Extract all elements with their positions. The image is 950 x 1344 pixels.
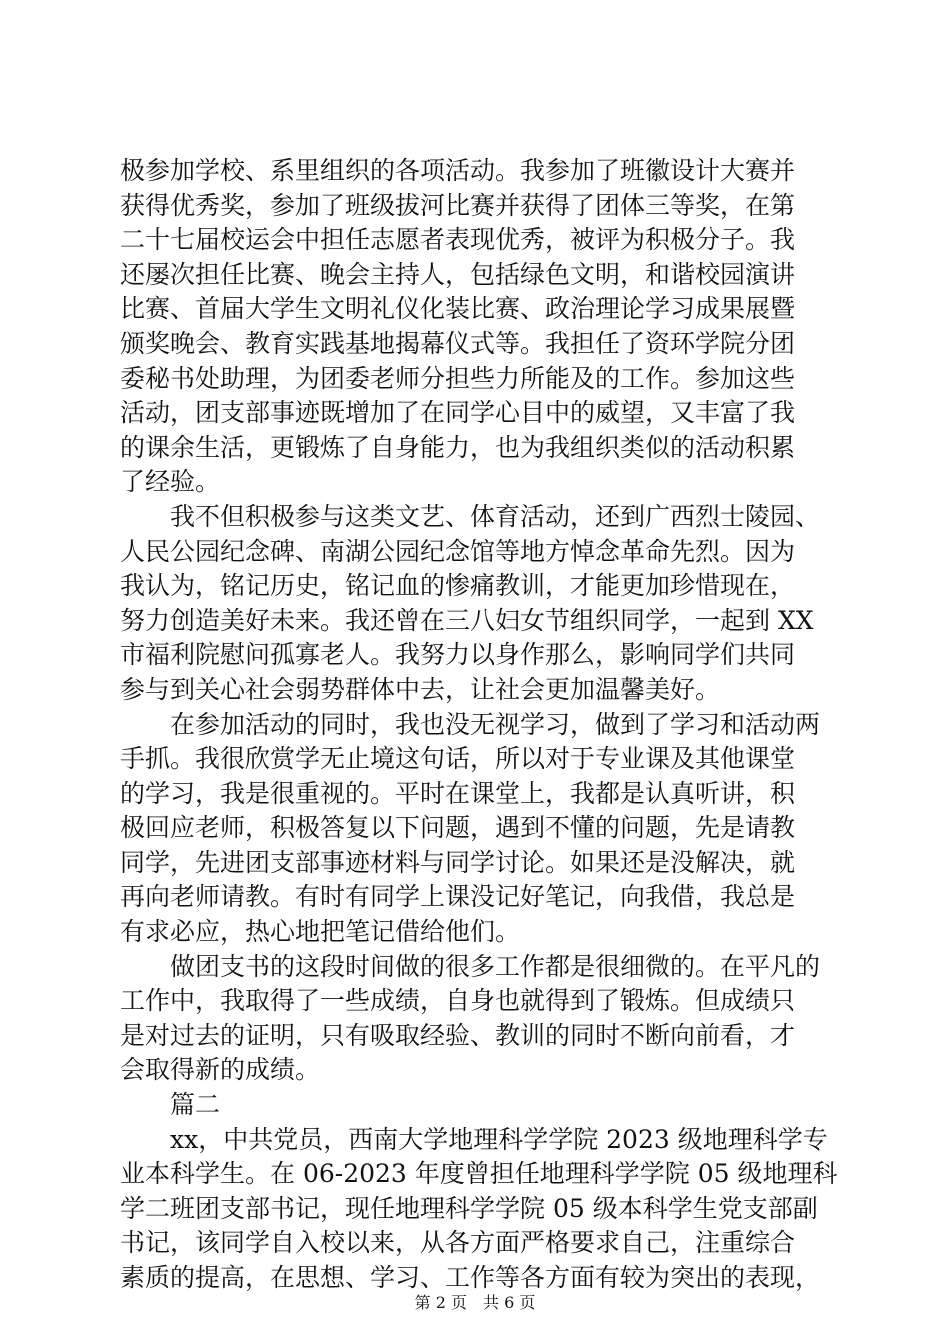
text-line: 篇二 <box>120 1090 221 1120</box>
text-line: 是对过去的证明，只有吸取经验、教训的同时不断向前看，才 <box>120 1020 796 1050</box>
text-line: 极回应老师，积极答复以下问题，遇到不懂的问题，先是请教 <box>120 813 796 843</box>
text-line: 手抓。我很欣赏学无止境这句话，所以对于专业课及其他课堂 <box>120 744 796 774</box>
text-line: 我不但积极参与这类文艺、体育活动，还到广西烈士陵园、 <box>120 501 821 531</box>
document-body <box>120 154 840 1296</box>
text-line: 市福利院慰问孤寡老人。我努力以身作那么，影响同学们共同 <box>120 640 796 670</box>
text-line: 的学习，我是很重视的。平时在课堂上，我都是认真听讲，积 <box>120 778 796 808</box>
text-line: 人民公园纪念碑、南湖公园纪念馆等地方悼念革命先烈。因为 <box>120 536 796 566</box>
text-line: 获得优秀奖，参加了班级拔河比赛并获得了团体三等奖，在第 <box>120 190 796 220</box>
text-line: 同学，先进团支部事迹材料与同学讨论。如果还是没解决，就 <box>120 847 796 877</box>
text-line: 的课余生活，更锻炼了自身能力，也为我组织类似的活动积累 <box>120 432 796 462</box>
text-line: 业本科学生。在 06-2023 年度曾担任地理科学学院 05 级地理科 <box>120 1159 838 1189</box>
text-line: 二十七届校运会中担任志愿者表现优秀，被评为积极分子。我 <box>120 225 796 255</box>
text-line: 会取得新的成绩。 <box>120 1055 321 1085</box>
text-line: 书记，该同学自入校以来，从各方面严格要求自己，注重综合 <box>120 1228 796 1258</box>
text-line: 学二班团支部书记，现任地理科学学院 05 级本科学生党支部副 <box>120 1193 818 1223</box>
page-footer: 第 2 页 共 6 页 <box>414 1293 536 1312</box>
text-line: 努力创造美好未来。我还曾在三八妇女节组织同学，一起到 XX <box>120 605 814 635</box>
text-line: 再向老师请教。有时有同学上课没记好笔记，向我借，我总是 <box>120 882 796 912</box>
text-line: 比赛、首届大学生文明礼仪化装比赛、政治理论学习成果展暨 <box>120 294 796 324</box>
text-line: 颁奖晚会、教育实践基地揭幕仪式等。我担任了资环学院分团 <box>120 328 796 358</box>
text-line: 做团支书的这段时间做的很多工作都是很细微的。在平凡的 <box>120 951 821 981</box>
text-line: xx，中共党员，西南大学地理科学学院 2023 级地理科学专 <box>120 1124 828 1154</box>
text-line: 素质的提高，在思想、学习、工作等各方面有较为突出的表现， <box>120 1263 821 1292</box>
text-line: 极参加学校、系里组织的各项活动。我参加了班徽设计大赛并 <box>120 156 796 185</box>
text-line: 我认为，铭记历史，铭记血的惨痛教训，才能更加珍惜现在， <box>120 571 796 601</box>
text-line: 工作中，我取得了一些成绩，自身也就得到了锻炼。但成绩只 <box>120 986 796 1016</box>
text-line: 活动，团支部事迹既增加了在同学心目中的威望，又丰富了我 <box>120 398 796 428</box>
text-line: 有求必应，热心地把笔记借给他们。 <box>120 917 521 947</box>
text-line: 参与到关心社会弱势群体中去，让社会更加温馨美好。 <box>120 674 721 704</box>
text-line: 了经验。 <box>120 467 221 497</box>
text-line: 委秘书处助理，为团委老师分担些力所能及的工作。参加这些 <box>120 363 796 393</box>
text-line: 在参加活动的同时，我也没无视学习，做到了学习和活动两 <box>120 709 821 739</box>
text-line: 还屡次担任比赛、晚会主持人，包括绿色文明，和谐校园演讲 <box>120 259 796 289</box>
